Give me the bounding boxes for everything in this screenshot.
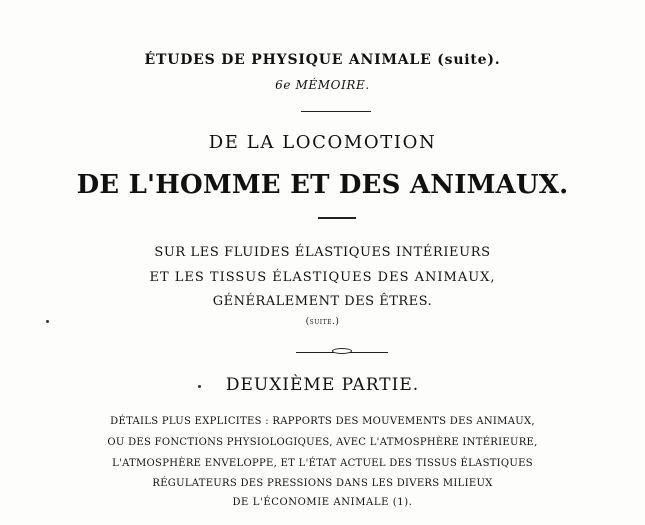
section-line-2: OU DES FONCTIONS PHYSIOLOGIQUES, AVEC L'ATMOSPHÈRE INTÉRIEURE, [107, 437, 538, 448]
series-heading: ÉTUDES DE PHYSIQUE ANIMALE (suite). [144, 52, 501, 68]
divider-rule-1 [301, 111, 371, 112]
section-line-5: DE L'ÉCONOMIE ANIMALE (1). [232, 497, 413, 508]
ink-speck [198, 385, 201, 388]
subtitle-line-1: SUR LES FLUIDES ÉLASTIQUES INTÉRIEURS [154, 245, 491, 260]
ink-speck [46, 320, 49, 323]
section-line-1: DÉTAILS PLUS EXPLICITES : RAPPORTS DES MOUVEMENTS DES ANIMAUX, [110, 416, 535, 427]
memoire-label: 6e MÉMOIRE. [275, 78, 370, 92]
section-heading: DEUXIÈME PARTIE. [225, 375, 420, 395]
title-line-2: DE L'HOMME ET DES ANIMAUX. [76, 170, 569, 200]
section-line-4: RÉGULATEURS DES PRESSIONS DANS LES DIVERS MILIEUX [152, 478, 493, 489]
divider-rule-2 [318, 217, 356, 219]
subtitle-line-3: GÉNÉRALEMENT DES ÊTRES. [212, 294, 433, 309]
title-line-1: DE LA LOCOMOTION [208, 132, 437, 153]
subtitle-line-2: ET LES TISSUS ÉLASTIQUES DES ANIMAUX, [149, 270, 496, 285]
section-line-3: L'ATMOSPHÈRE ENVELOPPE, ET L'ÉTAT ACTUEL DES TISSUS ÉLASTIQUES [112, 458, 533, 469]
subtitle-note: (suite.) [305, 317, 340, 327]
